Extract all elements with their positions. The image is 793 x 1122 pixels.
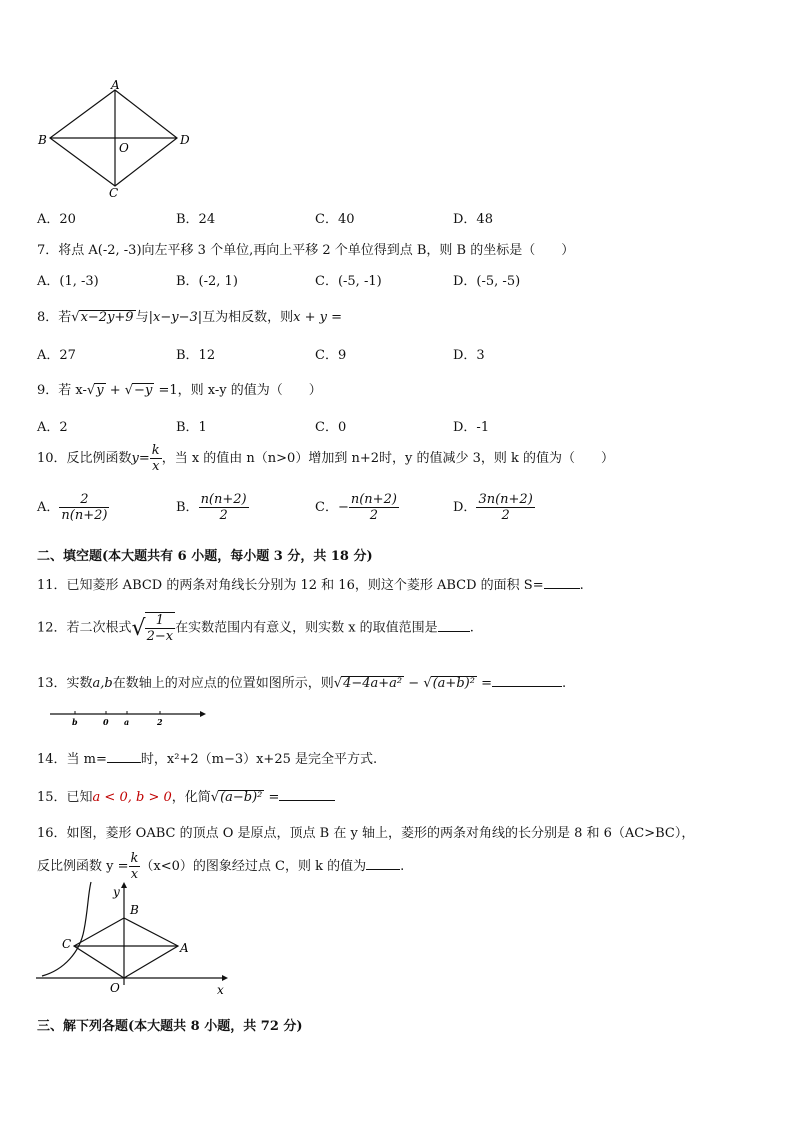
q13-tick-0: 0 [103,717,109,727]
q7-option-b: B．(-2, 1) [176,274,238,289]
q11-text: 11．已知菱形 ABCD 的两条对角线长分别为 12 和 16，则这个菱形 ABCD 的面积 S= [37,578,544,593]
q10-option-b-letter: B． [176,500,199,515]
q13-tick-a: a [124,717,130,727]
q16-label-x: x [217,983,224,997]
q10-option-a-num: 2 [80,492,89,507]
q10-option-a-frac [59,492,109,523]
q6-option-b: B．24 [176,212,216,227]
q13-vars: a,b [92,676,113,691]
q16-rhombus-figure [36,880,236,998]
q14-stem [37,748,377,767]
q8-tail: x + y = [293,310,342,325]
q13-minus: − [408,676,420,691]
q6-label-d: D [180,133,190,147]
q10-option-c-num: n(n+2) [350,492,397,507]
q10-option-b-den: 2 [199,507,249,523]
q12-prefix: 12．若二次根式 [37,620,132,636]
q15-condition: a < 0, b > 0 [92,790,172,805]
q13-mid: 在数轴上的对应点的位置如图所示，则 [112,676,334,691]
q9-radicand-2: −y [134,383,153,398]
q16-label-c: C [62,937,72,951]
q15-eq: = [268,790,280,805]
q9-radicand-1: y [96,383,104,398]
q6-label-c: C [109,186,119,200]
q8-suffix: 互为相反数，则 [202,310,294,325]
q10-option-d-frac [476,492,534,523]
q14-suffix: 时，x²+2（m−3）x+25 是完全平方式. [140,752,378,767]
q12-frac-den: 2−x [146,629,174,644]
q10-option-b [176,492,249,523]
q16-answer-blank[interactable] [366,857,400,870]
q10-stem [37,443,614,474]
q6-option-c: C．40 [315,212,355,227]
q11-answer-blank[interactable] [544,576,580,589]
q16-line-2-prefix: 反比例函数 y = [37,859,129,874]
q7-option-c: C．(-5, -1) [315,274,382,289]
q8-option-b: B．12 [176,348,216,363]
q8-stem: 8．若√x−2y+9 与|x−y−3|互为相反数，则x + y = [37,310,342,325]
q10-y-eq: y= [131,451,150,466]
q16-line-2: 反比例函数 y = $\frac{k}{x}$ （x<0）的图象经过点 C，则 k 的值为 . [37,851,405,882]
q9-option-d: D．-1 [453,420,490,435]
q8-prefix: 8．若 [37,310,72,325]
q10-prefix: 10．反比例函数 [37,451,132,466]
q7-option-d: D．(-5, -5) [453,274,521,289]
q16-label-o: O [110,981,120,995]
q16-label-b: B [130,903,139,917]
q15-stem: 15．已知a < 0, b > 0，化简√(a−b)² = [37,786,335,805]
q12-stem: 12．若二次根式√ $\frac{1}{2-x}$ 在实数范围内有意义，则实数 x 的取值范围是 . [37,613,474,644]
q16-frac-den: x [129,866,141,882]
q14-prefix: 14．当 m= [37,752,107,767]
q11-stem: 11．已知菱形 ABCD 的两条对角线长分别为 12 和 16，则这个菱形 ABCD 的面积 S= . [37,578,584,593]
q13-stem: 13．实数a,b在数轴上的对应点的位置如图所示，则√4−4a+a² − √(a+b)² = . [37,676,567,691]
q8-option-c: C．9 [315,348,347,363]
q10-frac-num: k [151,443,160,458]
q14-answer-blank[interactable] [107,750,141,763]
q6-option-a: A．20 [37,212,76,227]
q10-option-a-letter: A． [37,500,60,515]
q9-option-a: A．2 [37,420,68,435]
q10-option-c-sign: − [337,500,349,515]
q9-eq: =1，则 x-y 的值为（ ） [158,383,322,398]
q16-label-y: y [113,885,120,899]
section-2-heading: 二、填空题(本大题共有 6 小题，每小题 3 分，共 18 分) [37,549,373,564]
q15-answer-blank[interactable] [279,788,335,801]
q6-rhombus-figure [35,76,200,200]
q9-plus: + [109,383,121,398]
q15-radicand: (a−b)² [220,790,263,805]
q10-text: ，当 x 的值由 n（n>0）增加到 n+2时，y 的值减少 3，则 k 的值为（ ） [161,451,615,466]
q10-option-b-num: n(n+2) [200,492,247,507]
q16-frac-num: k [130,851,139,866]
q10-option-d [453,492,535,523]
q8-abs: x−y−3 [153,310,198,325]
q13-prefix: 13．实数 [37,676,93,691]
q16-fraction [129,851,141,882]
q10-option-d-num: 3n(n+2) [478,492,533,507]
q6-label-o: O [119,141,129,155]
q6-label-a: A [111,78,120,92]
q10-option-d-letter: D． [453,500,477,515]
q9-option-c: C．0 [315,420,347,435]
q9-option-b: B．1 [176,420,207,435]
q10-option-c [315,492,399,523]
q8-option-a: A．27 [37,348,76,363]
q15-prefix: 15．已知 [37,790,93,805]
q13-answer-blank[interactable] [492,674,562,687]
q10-option-a-den: n(n+2) [61,508,108,523]
q7-option-a: A．(1, -3) [37,274,99,289]
q16-label-a: A [180,941,189,955]
section-3-heading: 三、解下列各题(本大题共 8 小题，共 72 分) [37,1019,303,1034]
q8-mid: 与 [135,310,149,325]
q6-label-b: B [38,133,47,147]
q13-eq: = [481,676,492,691]
q15-mid: ，化简 [171,790,211,805]
q9-prefix: 9．若 x- [37,383,87,398]
q16-line-1: 16．如图，菱形 OABC 的顶点 O 是原点，顶点 B 在 y 轴上，菱形的两条对角线的长分别是 8 和 6（AC>BC）， [37,826,695,841]
q13-radicand-2: (a+b)² [432,676,475,691]
q13-number-line [48,706,210,728]
q12-suffix: 在实数范围内有意义，则实数 x 的取值范围是 [175,620,438,636]
q13-tick-2: 2 [157,717,163,727]
q10-option-c-letter: C． [315,500,338,515]
q10-frac-den: x [150,458,162,474]
q10-option-a [37,492,109,523]
q10-option-c-frac [349,492,399,523]
q12-frac-num: 1 [155,613,164,628]
q10-fraction [150,443,162,474]
q13-radicand-1: 4−4a+a² [343,676,403,691]
q10-option-c-den: 2 [349,507,399,523]
q12-fraction [145,612,176,644]
q8-option-d: D．3 [453,348,485,363]
q7-stem: 7．将点 A(-2, -3)向左平移 3 个单位,再向上平移 2 个单位得到点 B，则 B 的坐标是（ ） [37,243,575,258]
q10-option-d-den: 2 [476,507,534,523]
q13-tick-b: b [72,717,78,727]
q6-option-d: D．48 [453,212,493,227]
q16-line-2-suffix: （x<0）的图象经过点 C，则 k 的值为 [140,859,367,874]
q12-answer-blank[interactable] [438,619,470,632]
q8-radicand: x−2y+9 [80,310,134,325]
q9-stem: 9．若 x-√y + √−y =1，则 x-y 的值为（ ） [37,383,322,398]
q10-option-b-frac [199,492,249,523]
